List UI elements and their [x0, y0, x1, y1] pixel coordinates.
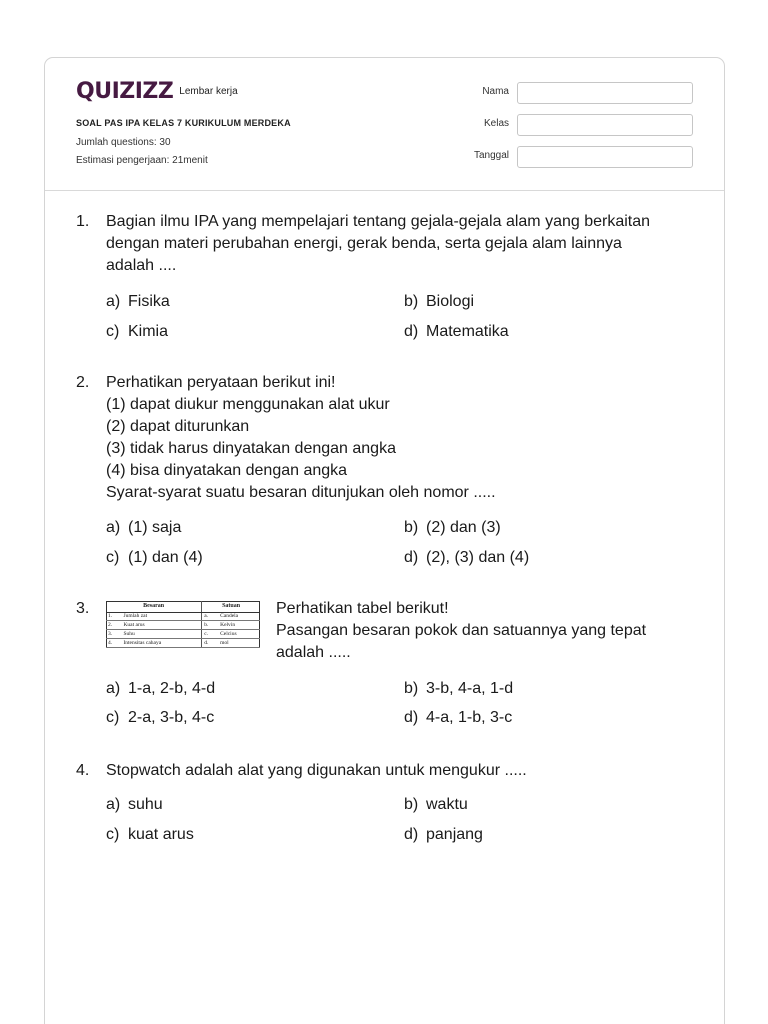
table-row — [106, 621, 260, 630]
worksheet — [44, 57, 725, 1024]
option-letter: b) — [404, 796, 419, 813]
option-text: (1) saja — [128, 519, 182, 536]
option-text: (2) dan (3) — [426, 519, 501, 536]
option-letter: b) — [404, 680, 419, 697]
option-c[interactable] — [106, 321, 168, 343]
table-cell: mol — [218, 639, 260, 648]
option-b[interactable] — [404, 517, 501, 539]
question-text — [276, 598, 696, 664]
question-line: Bagian ilmu IPA yang mempelajari tentang gejala-gejala alam yang berkaitan — [106, 213, 651, 230]
question-line: Pasangan besaran pokok dan satuannya yang tepat — [276, 622, 647, 639]
option-a[interactable] — [106, 517, 181, 539]
table-cell: Jumlah zat — [121, 612, 201, 621]
question-line: adalah ..... — [276, 644, 351, 661]
option-letter: b) — [404, 519, 419, 536]
option-letter: b) — [404, 293, 419, 310]
option-text: Matematika — [426, 323, 509, 340]
table-row — [106, 630, 260, 639]
question-1 — [76, 211, 706, 281]
option-d[interactable] — [404, 321, 509, 343]
option-letter: a) — [106, 293, 121, 310]
question-4 — [76, 760, 706, 782]
option-b[interactable] — [404, 678, 513, 700]
class-label: Kelas — [483, 118, 509, 129]
table-cell: b. — [202, 621, 218, 630]
option-b[interactable] — [404, 794, 468, 816]
table-cell: Intensitas cahaya — [121, 639, 201, 648]
option-letter: d) — [404, 709, 419, 726]
table-cell: d. — [202, 639, 218, 648]
question-2 — [76, 372, 706, 508]
option-letter: d) — [404, 323, 419, 340]
option-text: (2), (3) dan (4) — [426, 549, 530, 566]
table-cell: Suhu — [121, 630, 201, 639]
table-cell: c. — [202, 630, 218, 639]
option-letter: a) — [106, 796, 121, 813]
worksheet-label: Lembar kerja — [179, 86, 238, 97]
question-line: Perhatikan peryataan berikut ini! — [106, 374, 336, 391]
option-d[interactable] — [404, 547, 529, 569]
option-text: suhu — [128, 796, 163, 813]
brand — [76, 80, 238, 104]
table-header-row — [106, 601, 260, 612]
table-cell: 2. — [106, 621, 121, 630]
question-number: 4. — [76, 762, 90, 779]
option-letter: c) — [106, 709, 120, 726]
table-cell: Celcius — [218, 630, 260, 639]
option-a[interactable] — [106, 678, 215, 700]
table-cell: a. — [202, 612, 218, 621]
question-number: 2. — [76, 374, 90, 391]
option-letter: c) — [106, 826, 120, 843]
question-line: Perhatikan tabel berikut! — [276, 600, 449, 617]
option-letter: d) — [404, 826, 419, 843]
question-text — [106, 372, 706, 504]
option-text: waktu — [426, 796, 468, 813]
question-number: 3. — [76, 600, 90, 617]
date-label: Tanggal — [473, 150, 509, 161]
option-text: kuat arus — [128, 826, 194, 843]
option-c[interactable] — [106, 824, 194, 846]
question-number: 1. — [76, 213, 90, 230]
option-letter: c) — [106, 549, 120, 566]
question-line: Stopwatch adalah alat yang digunakan untuk mengukur ..... — [106, 762, 527, 779]
table-cell: 3. — [106, 630, 121, 639]
option-text: panjang — [426, 826, 483, 843]
option-letter: a) — [106, 519, 121, 536]
option-text: Kimia — [128, 323, 169, 340]
option-d[interactable] — [404, 824, 483, 846]
table-cell: Kuat arus — [121, 621, 201, 630]
option-text: 4-a, 1-b, 3-c — [426, 709, 513, 726]
table-cell: 1. — [106, 612, 121, 621]
question-line: (3) tidak harus dinyatakan dengan angka — [106, 440, 396, 457]
question-line: dengan materi perubahan energi, gerak benda, serta gejala alam lainnya — [106, 235, 622, 252]
quiz-title: SOAL PAS IPA KELAS 7 KURIKULUM MERDEKA — [76, 118, 291, 128]
option-c[interactable] — [106, 707, 214, 729]
option-a[interactable] — [106, 291, 170, 313]
option-a[interactable] — [106, 794, 163, 816]
table-cell: 4. — [106, 639, 121, 648]
option-text: 1-a, 2-b, 4-d — [128, 680, 216, 697]
option-text: Fisika — [128, 293, 170, 310]
name-field[interactable] — [517, 82, 693, 104]
option-letter: a) — [106, 680, 121, 697]
class-field[interactable] — [517, 114, 693, 136]
question-text — [106, 760, 706, 782]
table-row — [106, 639, 260, 648]
option-c[interactable] — [106, 547, 203, 569]
table-header: Besaran — [106, 601, 202, 612]
quizizz-logo: QUIZIZZ — [76, 79, 174, 104]
question-line: Syarat-syarat suatu besaran ditunjukan oleh nomor ..... — [106, 484, 496, 501]
question-line: adalah .... — [106, 257, 177, 274]
table-row — [106, 612, 260, 621]
option-text: 2-a, 3-b, 4-c — [128, 709, 215, 726]
date-field[interactable] — [517, 146, 693, 168]
name-label: Nama — [482, 86, 509, 97]
worksheet-header — [45, 58, 724, 191]
question-3 — [276, 598, 696, 668]
option-text: 3-b, 4-a, 1-d — [426, 680, 514, 697]
option-text: (1) dan (4) — [128, 549, 203, 566]
option-letter: c) — [106, 323, 120, 340]
reference-table — [106, 601, 260, 648]
question-line: (1) dapat diukur menggunakan alat ukur — [106, 396, 390, 413]
question-line: (2) dapat diturunkan — [106, 418, 250, 435]
table-cell: Kelvin — [218, 621, 260, 630]
question-text — [106, 211, 706, 277]
option-d[interactable] — [404, 707, 512, 729]
option-text: Biologi — [426, 293, 475, 310]
table-cell: Candela — [218, 612, 260, 621]
table-header: Satuan — [202, 601, 260, 612]
option-b[interactable] — [404, 291, 474, 313]
question-count: Jumlah questions: 30 — [76, 137, 171, 148]
time-estimate: Estimasi pengerjaan: 21menit — [76, 155, 208, 166]
option-letter: d) — [404, 549, 419, 566]
question-line: (4) bisa dinyatakan dengan angka — [106, 462, 348, 479]
